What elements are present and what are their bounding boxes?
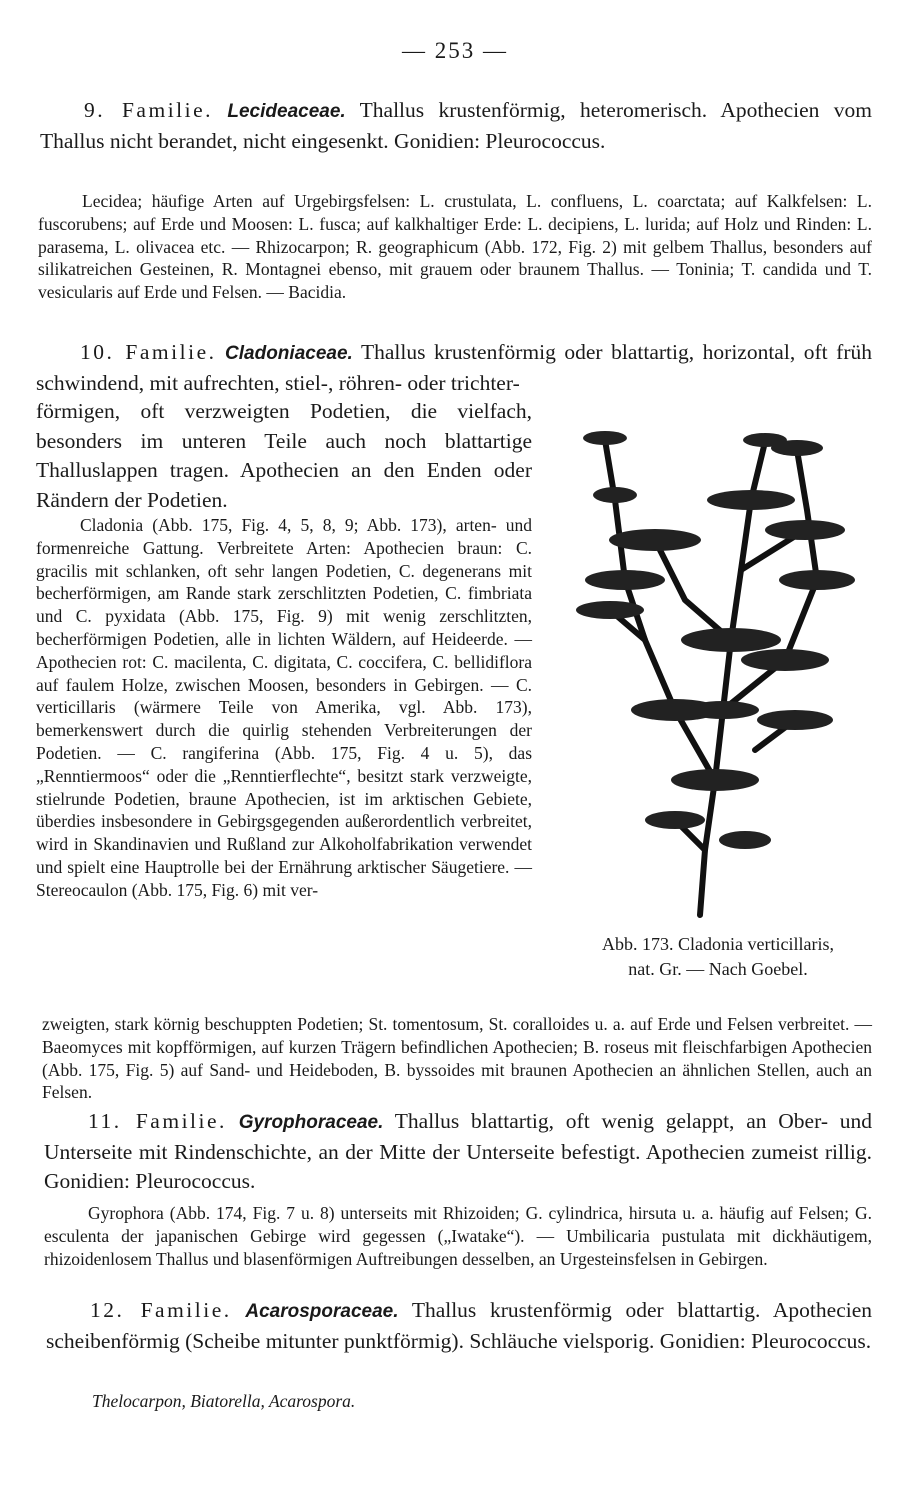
figure-caption-line-1: Abb. 173. Cladonia verticillaris,: [602, 934, 834, 954]
lichen-illustration-icon: [555, 420, 875, 920]
family-10-paragraph: [36, 338, 872, 398]
family-9-paragraph: [40, 96, 872, 156]
family-10-name: Cladoniaceae.: [225, 343, 353, 364]
family-11-heading: 11. Familie.: [88, 1109, 227, 1133]
family-9-name: Lecideaceae.: [227, 101, 346, 122]
family-11-text: Thallus blattartig, oft wenig gelappt, an Ober- und Unterseite mit Rindenschichte, an der Mitte der Unterseite befestigt. Apothecien zumeist rillig. Gonidien: Pleurococcus.: [44, 1109, 873, 1193]
family-11-paragraph: [44, 1107, 872, 1197]
family-10-details-narrow: Cladonia (Abb. 175, Fig. 4, 5, 8, 9; Abb. 173), arten- und formenreiche Gattung. Verbreitete Arten: Apothecien braun: C. gracilis mit schlanken, oft sehr langen Podetien, C. degenerans mit becherförmigen, am Rande stark zerschlitzten Podetien, C. fimbriata und C. pyxidata (Abb. 175, Fig. 9) mit wenig zerschlitzten, becherförmigen Podetien, alle in lichten Wäldern, auf Heideerde. — Apothecien rot: C. macilenta, C. digitata, C. coccifera, C. bellidiflora auf faulem Holze, zwischen Moosen, besonders in Gebirgen. — C. verticillaris (wärmere Teile von Amerika, vgl. Abb. 173), bemerkenswert durch die quirlig stehenden Verbreiterungen der Podetien. — C. rangiferina (Abb. 175, Fig. 4 u. 5), das „Renntiermoos“ oder die „Renntierflechte“, besitzt stark verzweigte, stielrunde Podetien, braune Apothecien, ist im arktischen Gebiete, überdies insbesondere in Gebirgsgegenden außerordentlich verbreitet, wird in Skandinavien und Rußland zur Alkoholfabrikation verwendet und spielt eine Hauptrolle bei der Ernährung arktischer Säugetiere. — Stereocaulon (Abb. 175, Fig. 6) mit ver-: [36, 515, 532, 900]
figure-caption: [560, 932, 876, 982]
family-11-name: Gyrophoraceae.: [238, 1112, 384, 1133]
family-10-heading: 10. Familie.: [80, 340, 217, 364]
family-9-text: Thallus krustenförmig, heteromerisch. Apothecien vom Thallus nicht berandet, nicht eingesenkt. Gonidien: Pleurococcus.: [40, 98, 872, 153]
family-9-heading: 9. Familie.: [84, 98, 214, 122]
family-12-heading: 12. Familie.: [90, 1298, 232, 1322]
family-10-text-narrow: förmigen, oft verzweigten Podetien, die vielfach, besonders im unteren Teile auch noch blattartige Thalluslappen tragen. Apothecien an den Enden oder Rändern der Podetien.: [36, 399, 532, 512]
family-9-details: Lecidea; häufige Arten auf Urgebirgsfelsen: L. crustulata, L. confluens, L. coarctata; auf Kalkfelsen: L. fuscorubens; auf Erde und Moosen: L. fusca; auf kalkhaltiger Erde: L. decipiens, L. lurida; auf Holz und Rinden: L. parasema, L. olivacea etc. — Rhizocarpon; R. geographicum (Abb. 172, Fig. 2) mit gelbem Thallus, besonders auf silikatreichen Gesteinen, R. Montagnei ebenso, mit grauem oder braunem Thallus. — Toninia; T. candida und T. vesicularis auf Erde und Felsen. — Bacidia.: [38, 191, 872, 303]
family-12-paragraph: [46, 1296, 872, 1356]
family-11-details: Gyrophora (Abb. 174, Fig. 7 u. 8) unterseits mit Rhizoiden; G. cylindrica, hirsuta u. a. häufig auf Felsen; G. esculenta der japanischen Gebirge wird gegessen („Iwatake“). — Umbilicaria pustulata mit dickhäutigem, rhizoidenlosem Thallus und blasenförmigen Auftreibungen desselben, an Urgesteinsfelsen in Gebirgen.: [44, 1203, 872, 1269]
family-12-name: Acarosporaceae.: [245, 1301, 399, 1322]
figure-caption-line-2: nat. Gr. — Nach Goebel.: [628, 959, 808, 979]
family-10-details-full: zweigten, stark körnig beschuppten Podetien; St. tomentosum, St. coralloides u. a. auf Erde und Felsen verbreitet. — Baeomyces mit kopfförmigen, auf kurzen Trägern befindlichen Apothecien; B. roseus mit fleischfarbigen Apothecien (Abb. 175, Fig. 5) auf Sand- und Heideboden, B. byssoides mit braunen Apothecien an ähnlichen Stellen, auch an Felsen.: [42, 1014, 872, 1103]
family-10-text-full: Thallus krustenförmig oder blattartig, horizontal, oft früh schwindend, mit aufrechten, stiel-, röhren- oder trichter-: [36, 340, 872, 395]
page-number: — 253 —: [402, 38, 508, 63]
family-12-details: Thelocarpon, Biatorella, Acarospora.: [92, 1391, 356, 1411]
family-12-text: Thallus krustenförmig oder blattartig. Apothecien scheibenförmig (Scheibe mitunter punktförmig). Schläuche vielsporig. Gonidien: Pleurococcus.: [46, 1298, 873, 1353]
